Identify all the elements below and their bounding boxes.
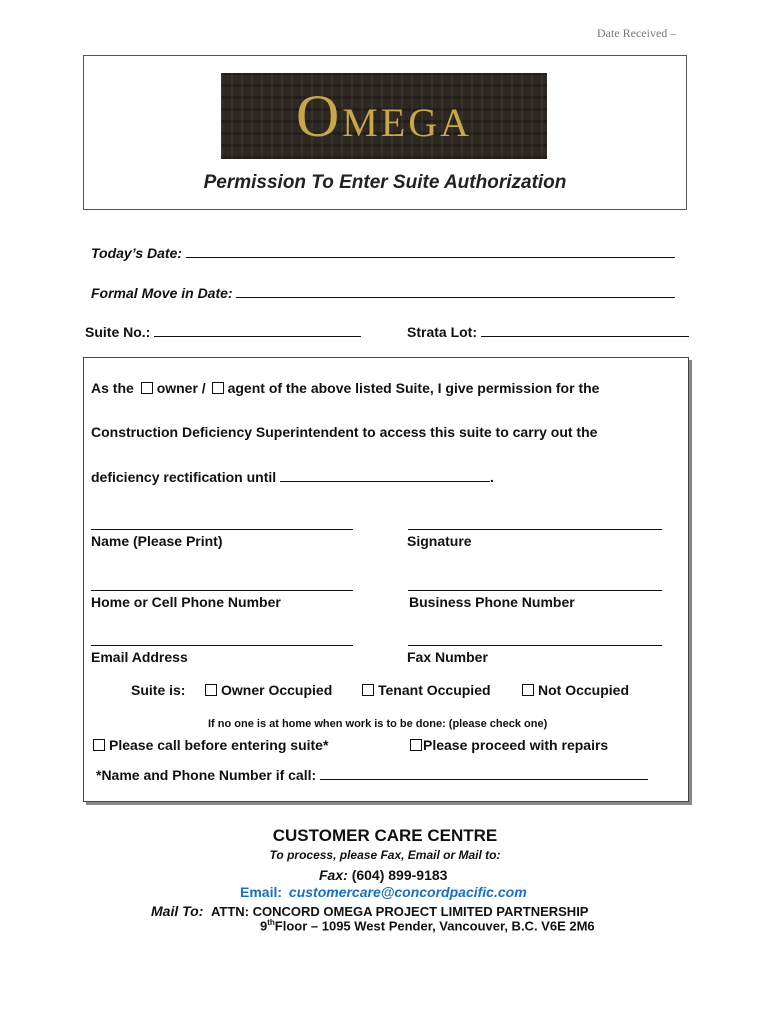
mail-to-address: Floor – 1095 West Pender, Vancouver, B.C. V6E 2M6 xyxy=(274,918,595,934)
agent-checkbox[interactable] xyxy=(212,382,224,394)
formal-move-in-row xyxy=(91,283,675,301)
not-occupied-option[interactable] xyxy=(522,682,629,698)
tenant-occupied-label: Tenant Occupied xyxy=(378,682,491,698)
mail-to-line-2 xyxy=(260,918,595,933)
tenant-occupied-checkbox[interactable] xyxy=(362,684,374,696)
fax-line[interactable] xyxy=(408,645,662,646)
email-label: Email Address xyxy=(91,649,188,665)
omega-logo xyxy=(221,73,547,159)
customer-care-title: CUSTOMER CARE CENTRE xyxy=(272,826,498,845)
home-phone-line[interactable] xyxy=(91,590,353,591)
not-occupied-checkbox[interactable] xyxy=(522,684,534,696)
todays-date-row xyxy=(91,243,675,261)
mail-to-line-1 xyxy=(151,903,588,919)
floor-number: 9 xyxy=(260,918,268,934)
owner-occupied-label: Owner Occupied xyxy=(221,682,333,698)
page-title: Permission To Enter Suite Authorization xyxy=(203,172,567,193)
signature-label: Signature xyxy=(407,533,472,549)
owner-occupied-checkbox[interactable] xyxy=(205,684,217,696)
home-phone-label: Home or Cell Phone Number xyxy=(91,594,281,610)
business-phone-line[interactable] xyxy=(408,590,662,591)
tenant-occupied-option[interactable] xyxy=(362,682,491,698)
signature-line[interactable] xyxy=(408,529,662,530)
strata-lot-field[interactable] xyxy=(481,322,689,337)
owner-label: owner / xyxy=(156,380,206,396)
permission-line-3 xyxy=(91,467,494,485)
proceed-option[interactable] xyxy=(410,737,608,753)
call-before-label: Please call before entering suite* xyxy=(109,737,329,753)
email-line[interactable] xyxy=(91,645,353,646)
logo-text: OMEGA xyxy=(295,82,473,149)
proceed-label: Please proceed with repairs xyxy=(423,737,609,753)
call-before-option[interactable] xyxy=(93,737,328,753)
todays-date-field[interactable] xyxy=(186,243,675,258)
until-text: deficiency rectification until xyxy=(91,469,277,485)
agent-label: agent of the above listed Suite, I give permission for the xyxy=(227,380,600,396)
customer-care-subtitle: To process, please Fax, Email or Mail to: xyxy=(269,848,501,862)
date-received-label: Date Received – xyxy=(597,26,677,40)
suite-no-row xyxy=(85,322,361,340)
floor-suffix: th xyxy=(267,918,275,927)
suite-no-label: Suite No.: xyxy=(85,324,151,340)
strata-lot-label: Strata Lot: xyxy=(407,324,477,340)
until-date-field[interactable] xyxy=(280,467,490,482)
suite-no-field[interactable] xyxy=(154,322,361,337)
business-phone-label: Business Phone Number xyxy=(409,594,575,610)
email-contact-label: Email: xyxy=(240,884,283,900)
mail-to-attn: ATTN: CONCORD OMEGA PROJECT LIMITED PARTNERSHIP xyxy=(211,904,589,919)
proceed-checkbox[interactable] xyxy=(410,739,422,751)
name-line[interactable] xyxy=(91,529,353,530)
mail-to-label: Mail To: xyxy=(151,903,204,919)
permission-line-2: Construction Deficiency Superintendent to access this suite to carry out the xyxy=(91,424,598,440)
fax-contact xyxy=(319,867,447,883)
suite-is-label: Suite is: xyxy=(131,682,186,698)
name-label: Name (Please Print) xyxy=(91,533,223,549)
header-box xyxy=(83,55,687,210)
owner-checkbox[interactable] xyxy=(141,382,153,394)
permission-line-1 xyxy=(91,380,599,396)
call-before-checkbox[interactable] xyxy=(93,739,105,751)
email-contact-link[interactable]: customercare@concordpacific.com xyxy=(288,884,527,900)
fax-contact-label: Fax: xyxy=(319,867,348,883)
formal-move-in-field[interactable] xyxy=(236,283,675,298)
fax-label: Fax Number xyxy=(407,649,488,665)
owner-occupied-option[interactable] xyxy=(205,682,332,698)
period-text: . xyxy=(490,469,494,485)
name-phone-field[interactable] xyxy=(320,765,648,780)
not-occupied-label: Not Occupied xyxy=(538,682,630,698)
check-one-note: If no one is at home when work is to be done: (please check one) xyxy=(208,718,548,730)
name-phone-row xyxy=(96,765,648,783)
email-contact xyxy=(240,884,527,900)
todays-date-label: Today’s Date: xyxy=(91,245,183,261)
as-the-text: As the xyxy=(91,380,134,396)
name-phone-label: *Name and Phone Number if call: xyxy=(96,767,317,783)
fax-contact-value: (604) 899-9183 xyxy=(351,867,448,883)
formal-move-in-label: Formal Move in Date: xyxy=(91,285,233,301)
strata-lot-row xyxy=(407,322,689,340)
